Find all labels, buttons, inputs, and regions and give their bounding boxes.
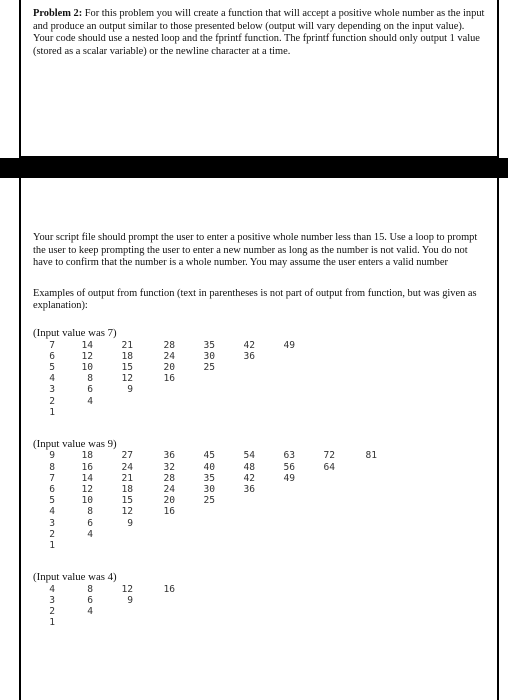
output-value: 9 [49,450,55,462]
output-value: 18 [121,350,133,362]
output-grid [33,450,485,551]
output-value: 72 [323,450,335,462]
output-value: 12 [121,373,133,385]
output-value: 6 [49,350,55,362]
examples-heading: Examples of output from function (text in parentheses is not part of output from function, but was given as explanation): [33,287,477,312]
output-value: 6 [87,594,93,606]
output-value: 3 [49,517,55,529]
instructions-panel [19,178,499,700]
output-value: 4 [87,528,93,540]
output-row [33,595,485,606]
problem-text: For this problem you will create a function that will accept a positive whole number as the input and produce an output similar to those presented below (output will vary depending on the input value). Your code should use a nested loop and the fprintf function. The fprintf function should only output 1 value (stored as a scalar variable) or the newline character at a time. [33,8,485,57]
example-block-9 [33,438,485,551]
output-row [33,396,485,407]
output-row [33,462,485,473]
output-value: 8 [87,583,93,595]
output-value: 24 [163,350,175,362]
output-value: 3 [49,594,55,606]
output-value: 56 [283,461,295,473]
output-grid [33,340,485,418]
output-value: 5 [49,361,55,373]
output-row [33,373,485,384]
output-value: 9 [127,594,133,606]
problem-panel [19,0,499,158]
output-value: 4 [87,606,93,618]
output-value: 1 [49,539,55,551]
output-row [33,340,485,351]
output-value: 30 [203,484,215,496]
output-row [33,506,485,517]
output-row [33,450,485,461]
output-value: 4 [49,506,55,518]
output-row [33,484,485,495]
output-value: 28 [163,472,175,484]
output-row [33,584,485,595]
output-value: 7 [49,339,55,351]
output-value: 3 [49,384,55,396]
output-value: 35 [203,339,215,351]
output-row [33,384,485,395]
output-grid [33,584,485,629]
output-value: 21 [121,339,133,351]
output-value: 12 [81,484,93,496]
output-row [33,495,485,506]
output-value: 1 [49,406,55,418]
output-value: 15 [121,495,133,507]
output-value: 21 [121,472,133,484]
output-value: 7 [49,472,55,484]
output-value: 54 [243,450,255,462]
output-value: 8 [49,461,55,473]
output-value: 5 [49,495,55,507]
example-label: (Input value was 4) [33,571,117,584]
output-value: 16 [163,373,175,385]
output-value: 20 [163,495,175,507]
output-row [33,606,485,617]
separator-band [0,158,508,178]
output-value: 20 [163,361,175,373]
output-value: 12 [121,506,133,518]
output-value: 25 [203,361,215,373]
output-value: 9 [127,384,133,396]
output-row [33,362,485,373]
output-value: 28 [163,339,175,351]
output-value: 42 [243,472,255,484]
output-value: 4 [49,583,55,595]
output-value: 35 [203,472,215,484]
output-value: 63 [283,450,295,462]
output-value: 6 [49,484,55,496]
output-value: 2 [49,395,55,407]
output-value: 25 [203,495,215,507]
output-value: 8 [87,373,93,385]
output-row [33,351,485,362]
output-value: 14 [81,472,93,484]
output-value: 1 [49,617,55,629]
output-value: 45 [203,450,215,462]
output-value: 36 [243,350,255,362]
output-row [33,407,485,418]
output-row [33,473,485,484]
output-value: 49 [283,472,295,484]
output-value: 81 [365,450,377,462]
output-value: 36 [243,484,255,496]
output-value: 24 [121,461,133,473]
example-block-4 [33,571,485,628]
output-row [33,617,485,628]
output-value: 9 [127,517,133,529]
output-value: 42 [243,339,255,351]
instructions-text: Your script file should prompt the user to enter a positive whole number less than 15. Use a loop to prompt the user to keep prompting the user to enter a new number as long as the number is not valid. You do not have to confirm that the number is a whole number. You may assume the user enters a valid number [33,232,478,269]
output-value: 49 [283,339,295,351]
problem-label: Problem 2: [33,8,83,19]
output-value: 27 [121,450,133,462]
output-value: 16 [81,461,93,473]
output-value: 14 [81,339,93,351]
output-value: 12 [81,350,93,362]
output-value: 30 [203,350,215,362]
output-value: 12 [121,583,133,595]
problem-statement [33,8,485,58]
output-value: 48 [243,461,255,473]
output-value: 40 [203,461,215,473]
output-row [33,529,485,540]
output-row [33,518,485,529]
output-value: 18 [121,484,133,496]
output-value: 64 [323,461,335,473]
output-value: 32 [163,461,175,473]
output-value: 16 [163,583,175,595]
output-value: 4 [49,373,55,385]
output-value: 24 [163,484,175,496]
output-value: 6 [87,384,93,396]
output-value: 2 [49,606,55,618]
example-block-7 [33,327,485,418]
output-value: 10 [81,495,93,507]
output-value: 36 [163,450,175,462]
output-value: 15 [121,361,133,373]
output-value: 4 [87,395,93,407]
example-label: (Input value was 9) [33,437,117,450]
output-value: 2 [49,528,55,540]
output-value: 10 [81,361,93,373]
example-label: (Input value was 7) [33,326,117,339]
output-value: 6 [87,517,93,529]
output-value: 18 [81,450,93,462]
output-value: 16 [163,506,175,518]
output-row [33,540,485,551]
output-value: 8 [87,506,93,518]
